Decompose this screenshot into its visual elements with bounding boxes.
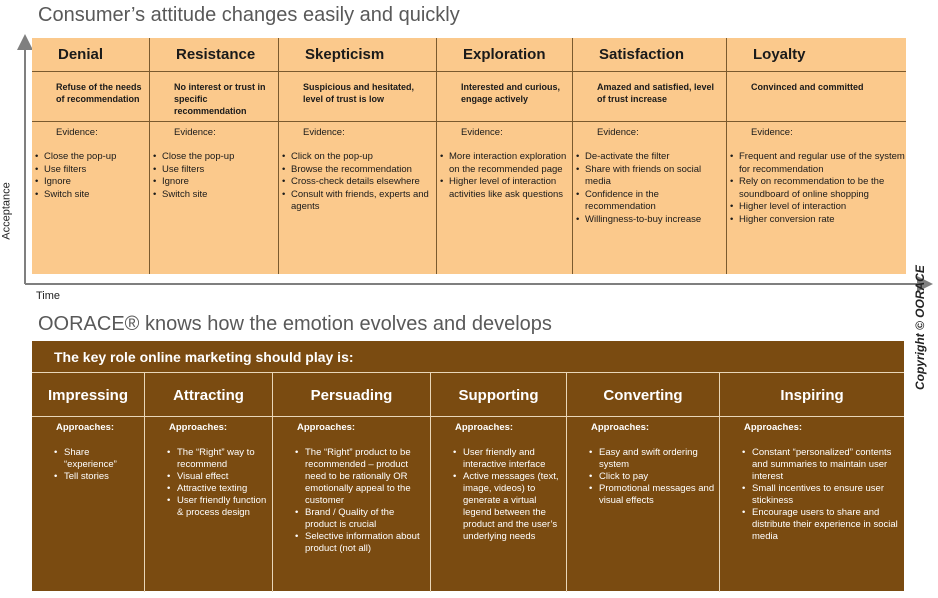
evidence-label: Evidence:	[751, 127, 793, 138]
top-title: Consumer’s attitude changes easily and quickly	[38, 4, 460, 26]
stage-name: Skepticism	[279, 38, 436, 72]
list-item: • Tell stories	[64, 471, 140, 483]
evidence-list	[150, 151, 278, 201]
role-name: Impressing	[32, 373, 144, 417]
list-item: • The “Right” way to recommend	[177, 447, 268, 471]
approaches-list	[145, 447, 272, 519]
stage-name: Loyalty	[727, 38, 906, 72]
role-persuading	[273, 373, 431, 592]
role-name: Attracting	[145, 373, 272, 417]
list-item: • Close the pop-up	[162, 151, 278, 164]
approaches-list	[567, 447, 719, 507]
x-axis-label: Time	[36, 290, 61, 302]
list-item: • Higher conversion rate	[739, 214, 906, 227]
list-item: • De-activate the filter	[585, 151, 726, 164]
list-item: • Ignore	[162, 176, 278, 189]
role-converting	[567, 373, 720, 592]
role-impressing	[32, 373, 145, 592]
role-attracting	[145, 373, 273, 592]
list-item: • Encourage users to share and distribute their experience in social media	[752, 507, 900, 543]
list-item: • Close the pop-up	[44, 151, 149, 164]
list-item: • Attractive texting	[177, 483, 268, 495]
evidence-label: Evidence:	[56, 127, 98, 138]
stage-description: Interested and curious, engage actively	[437, 72, 572, 122]
evidence-label: Evidence:	[461, 127, 503, 138]
list-item: • Share with friends on social media	[585, 164, 726, 189]
list-item: • Visual effect	[177, 471, 268, 483]
evidence-list	[437, 151, 572, 201]
y-axis-label: Acceptance	[0, 182, 13, 240]
stage-description: Convinced and committed	[727, 72, 906, 122]
approaches-label: Approaches:	[591, 422, 650, 433]
role-name: Persuading	[273, 373, 430, 417]
marketing-roles-table	[32, 341, 904, 591]
evidence-label: Evidence:	[303, 127, 345, 138]
list-item: • Frequent and regular use of the system for recommendation	[739, 151, 906, 176]
list-item: • The “Right” product to be recommended – product need to be rationally OR emotionally appeal to the customer	[305, 447, 426, 507]
list-item: • Higher level of interaction activities like ask questions	[449, 176, 572, 201]
list-item: • Browse the recommendation	[291, 164, 436, 177]
list-item: • Ignore	[44, 176, 149, 189]
role-supporting	[431, 373, 567, 592]
stage-description: Refuse of the needs of recommendation	[32, 72, 149, 122]
evidence-label: Evidence:	[597, 127, 639, 138]
evidence-list	[32, 151, 149, 201]
approaches-label: Approaches:	[455, 422, 514, 433]
list-item: • User friendly and interactive interface	[463, 447, 562, 471]
role-inspiring	[720, 373, 904, 592]
role-name: Converting	[567, 373, 719, 417]
copyright-text: Copyright © OORACE	[913, 265, 927, 390]
stage-loyalty	[727, 38, 906, 274]
approaches-list	[720, 447, 904, 543]
approaches-list	[273, 447, 430, 555]
attitude-stages-table	[32, 38, 906, 274]
stage-name: Satisfaction	[573, 38, 726, 72]
list-item: • Small incentives to ensure user stickiness	[752, 483, 900, 507]
stage-skepticism	[279, 38, 437, 274]
list-item: • Cross-check details elsewhere	[291, 176, 436, 189]
list-item: • Switch site	[162, 189, 278, 202]
bottom-title: OORACE® knows how the emotion evolves and develops	[38, 313, 552, 335]
list-item: • Brand / Quality of the product is crucial	[305, 507, 426, 531]
list-item: • Constant “personalized” contents and summaries to maintain user interest	[752, 447, 900, 483]
list-item: • Use filters	[44, 164, 149, 177]
list-item: • Rely on recommendation to be the soundboard of online shopping	[739, 176, 906, 201]
list-item: • Click on the pop-up	[291, 151, 436, 164]
list-item: • Share “experience”	[64, 447, 140, 471]
evidence-list	[573, 151, 726, 226]
list-item: • Easy and swift ordering system	[599, 447, 715, 471]
evidence-list	[727, 151, 906, 226]
stage-resistance	[150, 38, 279, 274]
list-item: • Higher level of interaction	[739, 201, 906, 214]
list-item: • Use filters	[162, 164, 278, 177]
stage-name: Denial	[32, 38, 149, 72]
list-item: • Willingness-to-buy increase	[585, 214, 726, 227]
stage-satisfaction	[573, 38, 727, 274]
list-item: • Confidence in the recommendation	[585, 189, 726, 214]
evidence-list	[279, 151, 436, 214]
stage-description: No interest or trust in specific recommendation	[150, 72, 278, 122]
approaches-label: Approaches:	[297, 422, 356, 433]
approaches-label: Approaches:	[56, 422, 115, 433]
list-item: • Consult with friends, experts and agents	[291, 189, 436, 214]
approaches-label: Approaches:	[169, 422, 228, 433]
roles-columns	[32, 372, 904, 592]
approaches-label: Approaches:	[744, 422, 803, 433]
list-item: • Click to pay	[599, 471, 715, 483]
list-item: • User friendly function & process design	[177, 495, 268, 519]
approaches-list	[32, 447, 144, 483]
roles-header: The key role online marketing should play is:	[54, 349, 354, 365]
list-item: • Selective information about product (not all)	[305, 531, 426, 555]
stage-denial	[32, 38, 150, 274]
role-name: Inspiring	[720, 373, 904, 417]
approaches-list	[431, 447, 566, 543]
role-name: Supporting	[431, 373, 566, 417]
list-item: • Promotional messages and visual effects	[599, 483, 715, 507]
stage-name: Resistance	[150, 38, 278, 72]
list-item: • Active messages (text, image, videos) to generate a virtual legend between the product and the user’s underlying needs	[463, 471, 562, 543]
stage-description: Amazed and satisfied, level of trust increase	[573, 72, 726, 122]
evidence-label: Evidence:	[174, 127, 216, 138]
stage-exploration	[437, 38, 573, 274]
list-item: • More interaction exploration on the recommended page	[449, 151, 572, 176]
stage-name: Exploration	[437, 38, 572, 72]
list-item: • Switch site	[44, 189, 149, 202]
stage-description: Suspicious and hesitated, level of trust is low	[279, 72, 436, 122]
